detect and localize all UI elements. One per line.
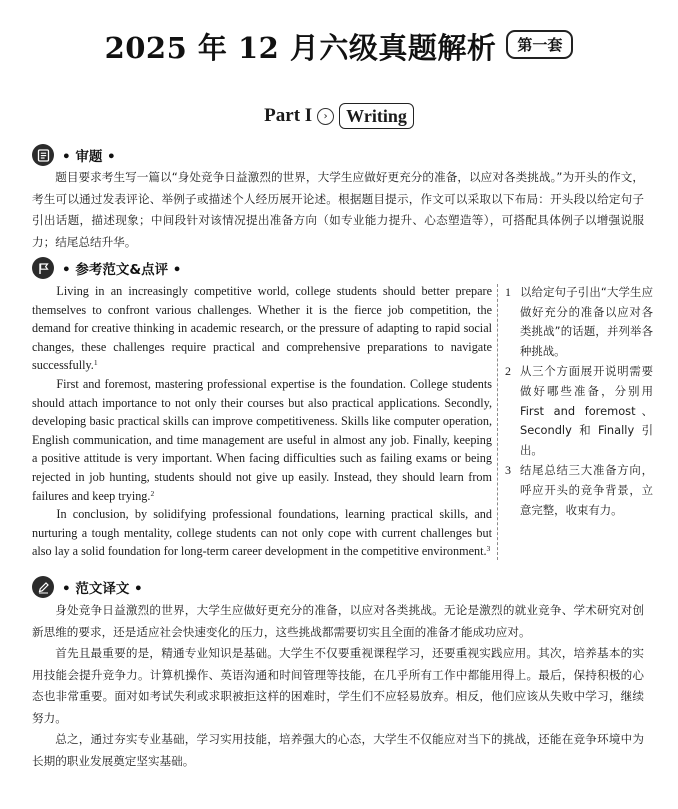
note-number: 1 bbox=[505, 285, 511, 299]
flag-icon bbox=[32, 257, 54, 279]
commentary-notes bbox=[505, 283, 653, 521]
translation-paragraph: 首先且最重要的是，精通专业知识是基础。大学生不仅要重视课程学习，还要重视实践应用。其次，培养基本的实用技能会提升竞争力。计算机操作、英语沟通和时间管理等技能，在几乎所有工作中都能用得上。最后，保持积极的心态也非常重要。面对如考试失利或求职被拒这样的困难时，学生们不应轻易放弃。相反，他们应该从失败中学习，继续努力。 bbox=[32, 646, 644, 725]
essay-paragraph bbox=[32, 375, 492, 505]
note-number: 3 bbox=[505, 463, 511, 478]
note-text: 从三个方面展开说明需要做好哪些准备，分别用First and foremost、Secondly和Finally引出。 bbox=[520, 364, 653, 457]
essay-paragraph bbox=[32, 505, 492, 561]
translation-text-block bbox=[32, 600, 644, 772]
note-item bbox=[505, 283, 653, 361]
essay-paragraph bbox=[32, 282, 492, 375]
review-header bbox=[32, 144, 116, 166]
note-marker: 3 bbox=[486, 544, 491, 554]
arrow-circle-icon: › bbox=[317, 108, 334, 125]
note-marker: 2 bbox=[150, 488, 155, 498]
translation-title: • 范文译文 • bbox=[62, 581, 143, 597]
checklist-icon bbox=[32, 144, 54, 166]
part-heading bbox=[0, 101, 678, 131]
sample-title: • 参考范文&点评 • bbox=[62, 262, 182, 278]
essay-paragraph-text: Living in an increasingly competitive world, college students should better prepare themselves to confront various challenges. Whether it is the fierce job competition, the demand for creative thinking in academic research, or the pressure of adapting to rapid social changes, these challenges require practical and comprehensive preparations to navigate successfully. bbox=[32, 284, 492, 373]
sample-header bbox=[32, 257, 181, 279]
note-marker: 1 bbox=[93, 358, 98, 368]
review-paragraph: 题目要求考生写一篇以“身处竞争日益激烈的世界，大学生应做好更充分的准备，以应对各类挑战。”为开头的作文，考生可以通过发表评论、举例子或描述个人经历展开论述。根据题目提示，作文可以采取以下布局：开头段以给定句子引出话题，描述现象；中间段针对该情况提出准备方向（如专业能力提升、心态塑造等），可搭配具体例子以增强说服力；结尾总结升华。 bbox=[32, 170, 644, 249]
essay-body bbox=[32, 282, 492, 561]
translation-header bbox=[32, 576, 143, 598]
review-title: • 审题 • bbox=[62, 149, 116, 165]
notes-divider bbox=[497, 284, 498, 560]
essay-paragraph-text: First and foremost, mastering professional expertise is the foundation. College students should attach importance to not only their courses but also practical applications. Secondly, developing basic practical skills can improve competitiveness. Skills like computer operation, English communication, and time management are useful in almost any job. Finally, keeping a positive attitude is very important. When facing difficulties such as failing exams or being rejected in job hunting, students should not give up easily. Instead, they should learn from failures and keep trying. bbox=[32, 376, 492, 503]
note-item bbox=[505, 362, 653, 460]
note-text: 以给定句子引出“大学生应做好充分的准备以应对各类挑战”的话题，并列举各种挑战。 bbox=[520, 285, 653, 358]
part-label: Part I bbox=[264, 105, 313, 126]
note-text: 结尾总结三大准备方向，呼应开头的竞争背景，立意完整，收束有力。 bbox=[520, 463, 653, 517]
review-text-block bbox=[32, 167, 644, 253]
note-item bbox=[505, 461, 653, 520]
page-title: 2025 年 12 月六级真题解析 bbox=[104, 30, 497, 65]
pen-icon bbox=[32, 576, 54, 598]
part-name: Writing bbox=[339, 103, 414, 129]
translation-paragraph: 身处竞争日益激烈的世界，大学生应做好更充分的准备，以应对各类挑战。无论是激烈的就业竞争、学术研究对创新思维的要求，还是适应社会快速变化的压力，这些挑战都需要切实且全面的准备才能成功应对。 bbox=[32, 603, 644, 639]
note-number: 2 bbox=[505, 364, 511, 379]
title-row bbox=[0, 22, 678, 70]
set-badge: 第一套 bbox=[506, 30, 573, 59]
essay-paragraph-text: In conclusion, by solidifying professional foundations, learning practical skills, and nurturing a tough mentality, college students can not only cope with current challenges but also lay a solid foundation for long-term career development in the competitive environment. bbox=[32, 507, 492, 559]
translation-paragraph: 总之，通过夯实专业基础，学习实用技能，培养强大的心态，大学生不仅能应对当下的挑战，还能在竞争环境中为长期的职业发展奠定坚实基础。 bbox=[32, 732, 644, 768]
